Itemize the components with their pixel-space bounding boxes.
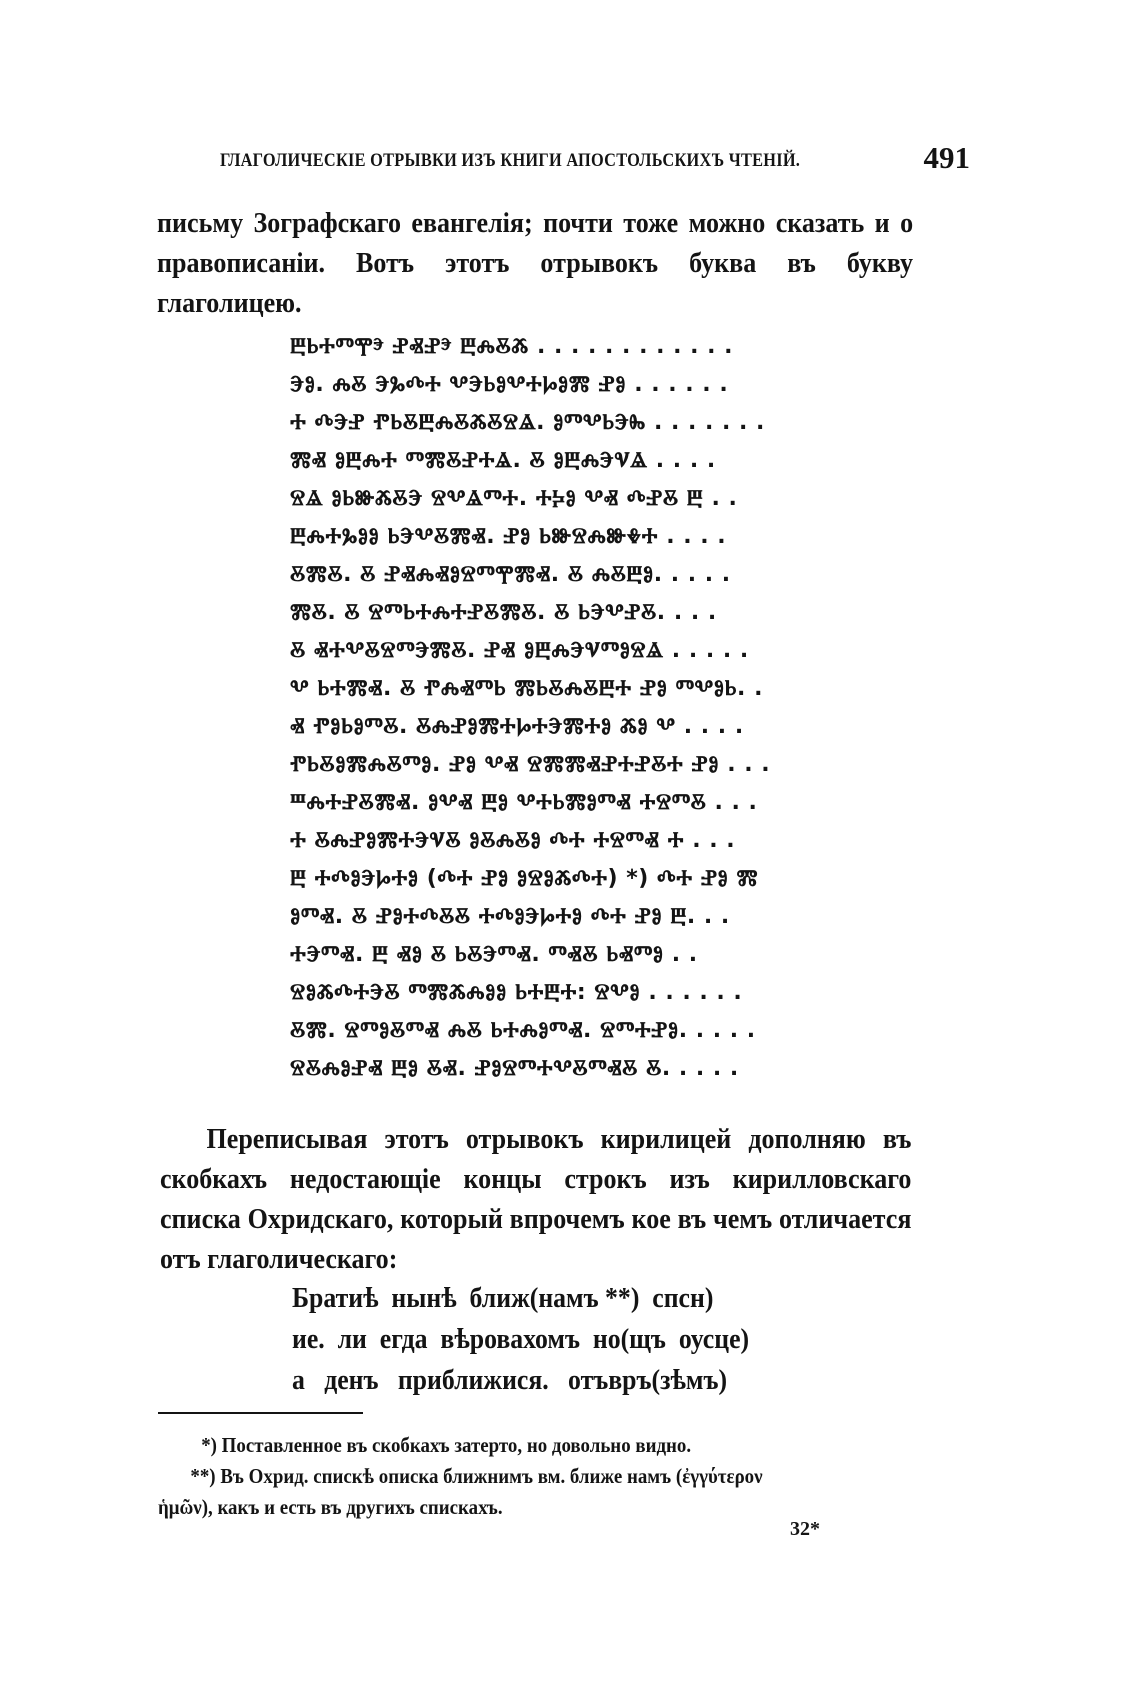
glagolitic-line: ⰔⰑⰆⰄⰀⰅⰋ ⰕⰏⰆⰎⰑⰑ ⰓⰀⰁⰀ: ⰔⰂⰑ . . . . . . [290,980,743,1005]
glagolitic-line: ⰒⰓⰋⰑⰏⰎⰋⰕⰑ. ⰐⰑ ⰂⰟ ⰔⰏⰏⰟⰐⰀⰐⰋⰀ ⰐⰑ . . . [290,752,771,777]
glagolitic-line: Ⱏ ⰒⰑⰓⰑⰕⰋ. ⰋⰎⰐⰑⰏⰀⰘⰀⰅⰏⰀⰑ ⰆⰑ Ⰲ . . . . [290,714,744,739]
footnote-2-continued: ἡμῶν), какъ и есть въ другихъ спискахъ. [158,1495,503,1519]
glagolitic-line: Ⰰ ⰄⰅⰐ ⰒⰓⰋⰁⰎⰋⰆⰋⰔⰡ. ⰑⰕⰂⰓⰅⰈ . . . . . . . [290,410,765,435]
glagolitic-line: ⰅⰑ. ⰎⰋ ⰅⰃⰄⰀ ⰂⰅⰓⰑⰂⰀⰘⰑⰏ ⰐⰑ . . . . . . [290,372,729,397]
footnote-rule [158,1412,363,1414]
running-head: ГЛАГОЛИЧЕСКІЕ ОТРЫВКИ ИЗЪ КНИГИ АПОСТОЛЬСКИХЪ ЧТЕНІЙ. [220,150,801,171]
cyrillic-line: а денъ приближися. отъвръ(зѣмъ) [292,1365,728,1396]
glagolitic-line: ⰏⰟ ⰑⰁⰎⰀ ⰕⰏⰋⰐⰀⰡ. Ⰻ ⰑⰁⰎⰅⰜⰡ . . . . [290,448,716,473]
intro-paragraph: письму Зографскаго евангелія; почти тоже можно сказать и о правописаніи. Вотъ этотъ отрывокъ буква въ букву глаголицею. [157,208,914,319]
page-number: 491 [923,140,970,175]
glagolitic-line: ⰔⰡ ⰑⰓⰖⰆⰋⰅ ⰔⰂⰡⰕⰀ. ⰀⰍⰑ ⰂⰟ ⰄⰐⰋ Ⰱ . . [290,486,738,511]
glagolitic-line: Ⰱ ⰀⰄⰑⰅⰘⰀⰑ (ⰄⰀ ⰐⰑ ⰑⰔⰑⰆⰄⰀ) *) ⰄⰀ ⰐⰑ Ⰿ [290,866,759,891]
glagolitic-line: ⰁⰎⰀⰃⰑⰑ ⰓⰅⰂⰋⰏⰟ. ⰐⰑ ⰓⰖⰔⰎⰖⰇⰀ . . . . [290,524,727,549]
footnotes [158,1430,970,1523]
glagolitic-line: ⰞⰎⰀⰐⰋⰏⰟ. ⰑⰂⰟ ⰁⰑ ⰂⰀⰓⰏⰑⰕⰟ ⰀⰔⰕⰋ . . . [290,790,758,815]
glagolitic-line: ⰋⰏⰋ. Ⰻ ⰐⰟⰎⰟⰑⰔⰕⰉⰏⰟ. Ⰻ ⰎⰋⰁⰑ. . . . . [290,562,731,587]
cyrillic-line: Братиѣ нынѣ ближ(намъ **) спсн) [292,1283,714,1314]
glagolitic-line: Ⰰ ⰋⰎⰐⰑⰏⰀⰅⰜⰋ ⰑⰋⰎⰋⰑ ⰄⰀ ⰀⰔⰕⰟ Ⰰ . . . [290,828,736,853]
printer-signature-mark: 32* [790,1518,820,1540]
glagolitic-line: ⰋⰏ. ⰔⰕⰑⰋⰕⰟ ⰎⰋ ⰓⰀⰎⰑⰕⰟ. ⰔⰕⰀⰐⰑ. . . . . [290,1018,756,1043]
glagolitic-line: ⰔⰋⰎⰑⰐⰟ ⰁⰑ ⰋⰟ. ⰐⰑⰔⰕⰀⰂⰋⰕⰟⰋ Ⰻ. . . . . [290,1056,739,1081]
glagolitic-line: ⰑⰕⰟ. Ⰻ ⰐⰑⰀⰄⰋⰋ ⰀⰄⰑⰅⰘⰀⰑ ⰄⰀ ⰐⰑ Ⰱ. . . [290,904,730,929]
page-header [220,140,970,180]
glagolitic-line: ⰏⰋ. Ⰻ ⰔⰕⰓⰀⰎⰀⰐⰋⰏⰋ. Ⰻ ⰓⰅⰂⰐⰋ. . . . [290,600,717,625]
glagolitic-line: ⰁⰓⰀⰕⰉⰵ ⰐⰟⰐⰵ ⰁⰎⰋⰆ . . . . . . . . . . . . [290,334,734,359]
footnote-2: **) Въ Охрид. спискѣ описка ближнимъ вм. ближе намъ (ἐγγύτερον [190,1464,763,1488]
glagolitic-fragment [290,328,830,1088]
cyrillic-transcription [292,1278,812,1401]
footnote-1: *) Поставленное въ скобкахъ затерто, но довольно видно. [201,1433,692,1457]
transcription-paragraph: Переписывая этотъ отрывокъ кирилицей дополняю въ скобкахъ недостающіе концы строкъ изъ кирилловскаго списка Охридскаго, который впрочемъ кое въ чемъ отличается отъ глаголическаго: [160,1124,912,1275]
glagolitic-line: Ⰲ ⰓⰀⰏⰟ. Ⰻ ⰒⰎⰟⰕⰓ ⰏⰓⰋⰎⰋⰁⰀ ⰐⰑ ⰕⰂⰑⰓ. . [290,676,763,701]
glagolitic-line: ⰀⰅⰕⰟ. Ⰱ ⰟⰑ Ⰻ ⰓⰋⰅⰕⰟ. ⰕⰟⰋ ⰓⰟⰕⰑ . . [290,942,698,967]
glagolitic-line: Ⰻ ⰟⰀⰂⰋⰔⰕⰅⰏⰋ. ⰐⰟ ⰑⰁⰎⰅⰜⰕⰑⰔⰡ . . . . . [290,638,749,663]
cyrillic-line: ие. ли егда вѣровахомъ но(щъ оусце) [292,1324,750,1355]
